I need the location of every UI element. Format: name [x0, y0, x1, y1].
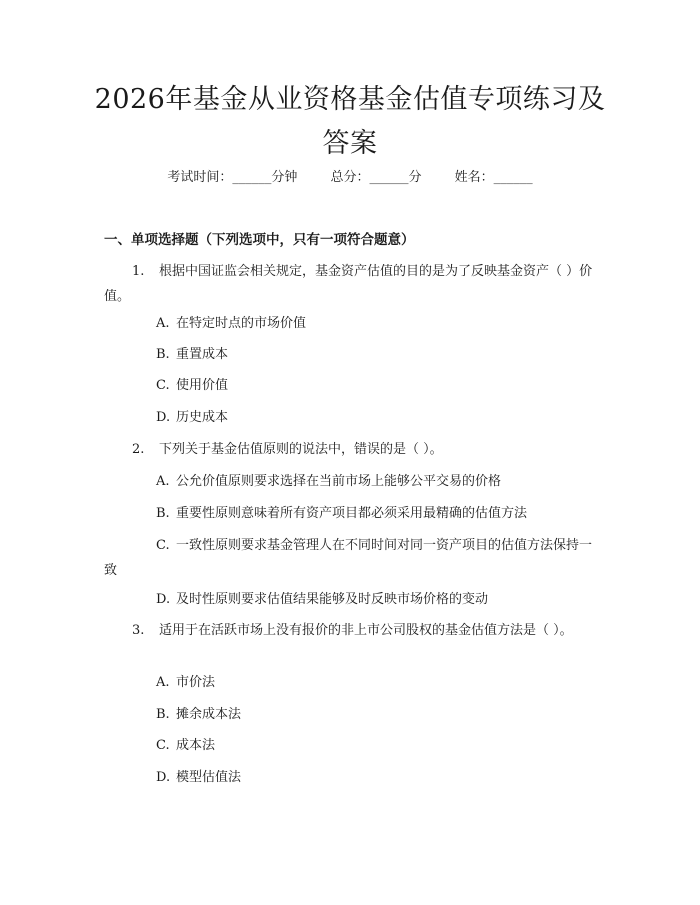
question-number: 1. — [132, 264, 145, 279]
option-text: 公允价值原则要求选择在当前市场上能够公平交易的价格 — [176, 474, 502, 489]
exam-time-label: 考试时间：______分钟 — [167, 170, 298, 185]
exam-info-line — [0, 169, 700, 187]
option-text: 在特定时点的市场价值 — [176, 316, 307, 331]
option-letter: A. — [156, 474, 170, 489]
option-letter: B. — [156, 506, 170, 521]
option-letter: C. — [156, 378, 170, 393]
option-letter: D. — [156, 592, 171, 607]
option-text: 重要性原则意味着所有资产项目都必须采用最精确的估值方法 — [176, 506, 528, 521]
option-letter: A. — [156, 675, 170, 690]
option-text: 摊余成本法 — [176, 707, 242, 722]
option-text: 模型估值法 — [176, 770, 242, 785]
option-letter: A. — [156, 316, 170, 331]
question-number: 3. — [132, 623, 145, 638]
question-1-option-b — [104, 342, 594, 367]
option-letter: B. — [156, 707, 170, 722]
option-text: 市价法 — [176, 675, 216, 690]
question-text: 根据中国证监会相关规定，基金资产估值的目的是为了反映基金资产（ ）价值。 — [104, 264, 593, 304]
option-text: 使用价值 — [176, 378, 229, 393]
section-heading: 一、单项选择题（下列选项中，只有一项符合题意） — [104, 232, 415, 248]
question-3-option-a — [104, 670, 594, 695]
question-1 — [104, 259, 594, 309]
document-title: 2026年基金从业资格基金估值专项练习及答案 — [94, 84, 606, 159]
question-text: 下列关于基金估值原则的说法中，错误的是（ ）。 — [159, 442, 443, 457]
option-text: 历史成本 — [176, 410, 229, 425]
option-letter: C. — [156, 738, 170, 753]
option-letter: D. — [156, 410, 171, 425]
question-3 — [104, 618, 594, 643]
option-text: 一致性原则要求基金管理人在不同时间对同一资产项目的估值方法保持一致 — [104, 538, 593, 578]
option-text: 成本法 — [176, 738, 216, 753]
option-text: 及时性原则要求估值结果能够及时反映市场价格的变动 — [176, 592, 489, 607]
option-text: 重置成本 — [176, 347, 229, 362]
question-2-option-c — [104, 533, 594, 583]
question-3-option-b — [104, 702, 594, 727]
question-2-option-b — [104, 501, 594, 526]
option-letter: D. — [156, 770, 171, 785]
question-1-option-c — [104, 373, 594, 398]
question-1-option-d — [104, 405, 594, 430]
question-2 — [104, 437, 594, 462]
question-3-option-d — [104, 765, 594, 790]
candidate-name-label: 姓名：______ — [454, 170, 533, 185]
option-letter: B. — [156, 347, 170, 362]
question-2-option-d — [104, 587, 594, 612]
question-number: 2. — [132, 442, 145, 457]
question-1-option-a — [104, 311, 594, 336]
question-text: 适用于在活跃市场上没有报价的非上市公司股权的基金估值方法是（ ）。 — [159, 623, 573, 638]
option-letter: C. — [156, 538, 170, 553]
total-score-label: 总分：______分 — [330, 170, 422, 185]
question-2-option-a — [104, 469, 594, 494]
question-3-option-c — [104, 733, 594, 758]
